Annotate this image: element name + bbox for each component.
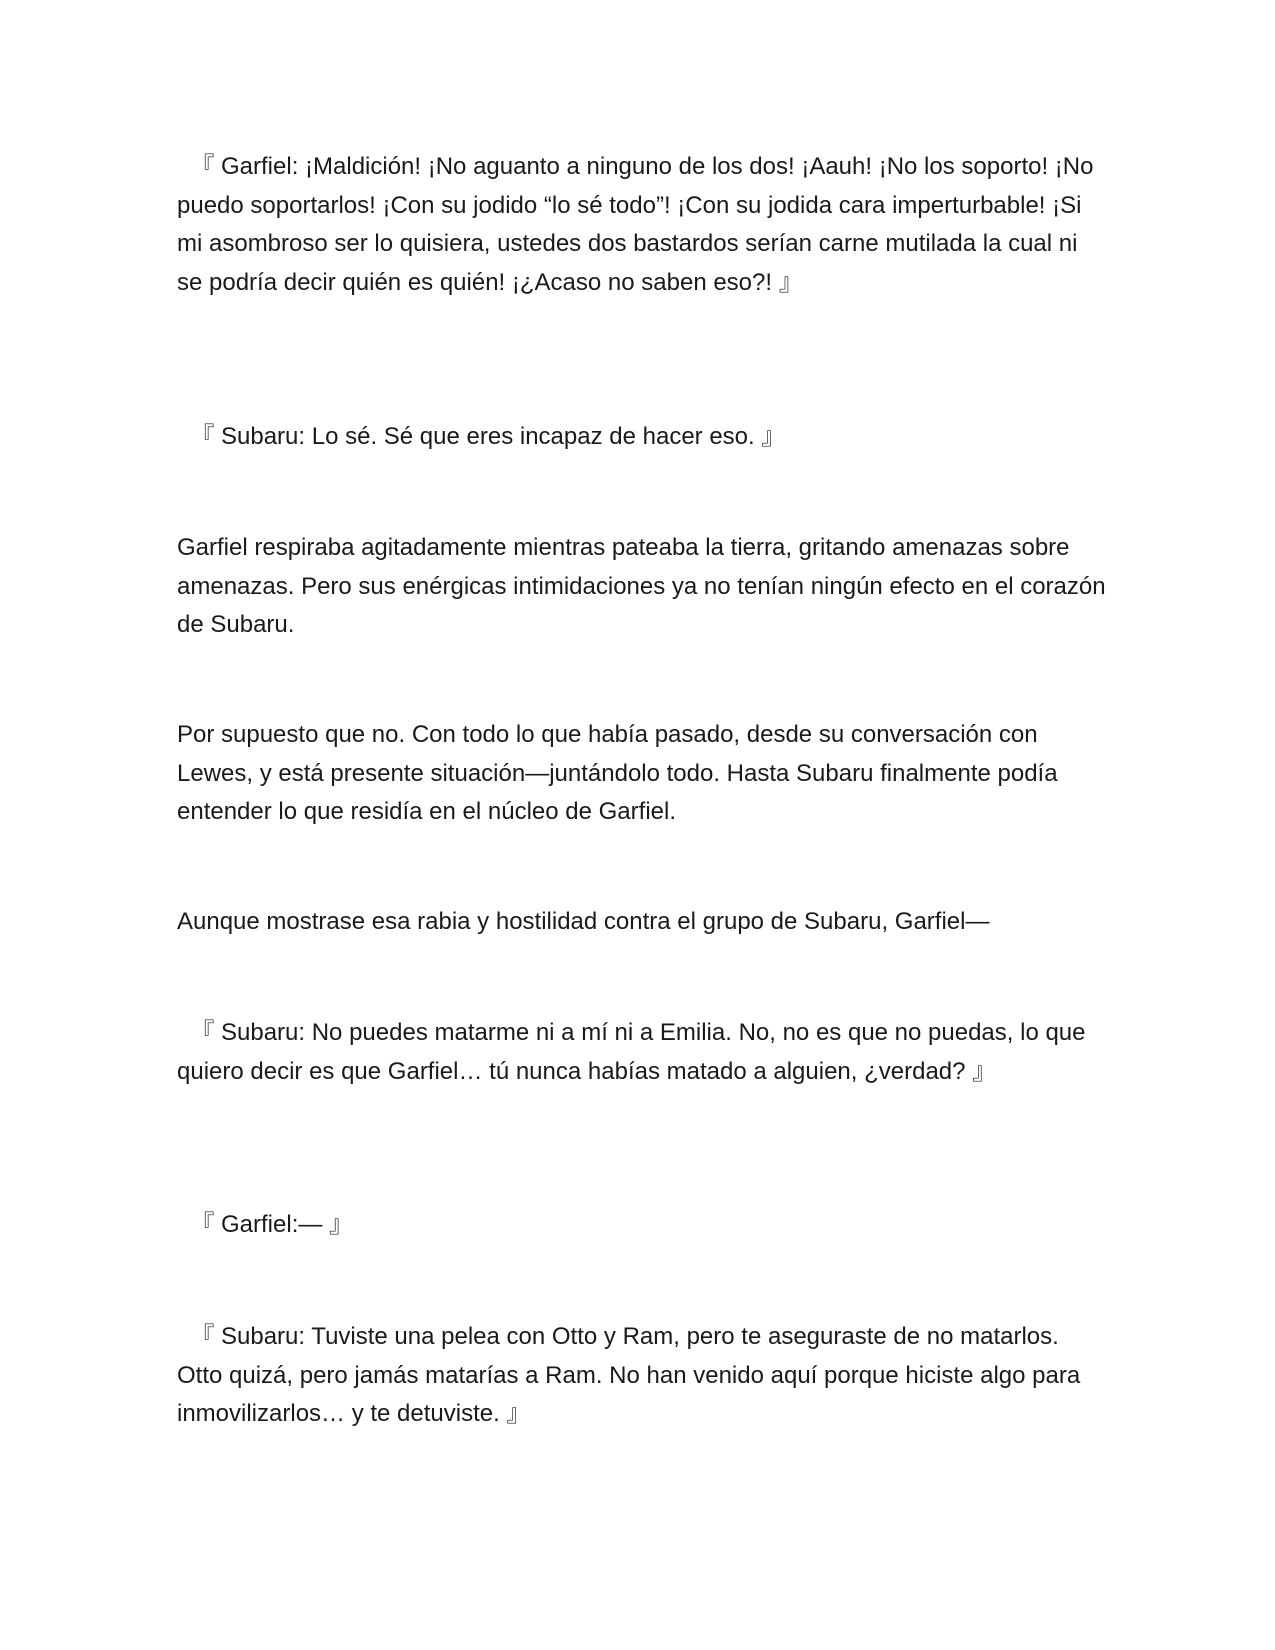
dialogue-subaru-knows: 『 Subaru: Lo sé. Sé que eres incapaz de hacer eso. 』 [177, 423, 786, 450]
narration-garfiel-breathing: Garfiel respiraba agitadamente mientras pateaba la tierra, gritando amenazas sobre amenazas. Pero sus enérgicas intimidaciones ya no tenían ningún efecto en el corazón de Subaru. [177, 534, 1106, 638]
dialogue-subaru-never-killed: 『 Subaru: No puedes matarme ni a mí ni a Emilia. No, no es que no puedas, lo que quiero decir es que Garfiel… tú nunca habías matado a alguien, ¿verdad? 』 [177, 1019, 1086, 1085]
dialogue-garfiel-curse: 『 Garfiel: ¡Maldición! ¡No aguanto a ninguno de los dos! ¡Aauh! ¡No los soporto! ¡No puedo soportarlos! ¡Con su jodido “lo sé todo”! ¡Con su jodida cara imperturbable! ¡Si mi asombroso ser lo quisiera, ustedes dos bastardos serían carne mutilada la cual ni se podría decir quién es quién! ¡¿Acaso no saben eso?! 』 [177, 153, 1094, 296]
dialogue-subaru-otto-ram: 『 Subaru: Tuviste una pelea con Otto y Ram, pero te aseguraste de no matarlos. Otto quizá, pero jamás matarías a Ram. No han venido aquí porque hiciste algo para inmovilizarlos… y te detuviste. 』 [177, 1323, 1081, 1427]
narration-rage-hostility: Aunque mostrase esa rabia y hostilidad contra el grupo de Subaru, Garfiel— [177, 908, 990, 935]
narration-subaru-understands: Por supuesto que no. Con todo lo que había pasado, desde su conversación con Lewes, y está presente situación—juntándolo todo. Hasta Subaru finalmente podía entender lo que residía en el núcleo de Garfiel. [177, 721, 1058, 825]
dialogue-garfiel-silent: 『 Garfiel:— 』 [177, 1211, 354, 1238]
